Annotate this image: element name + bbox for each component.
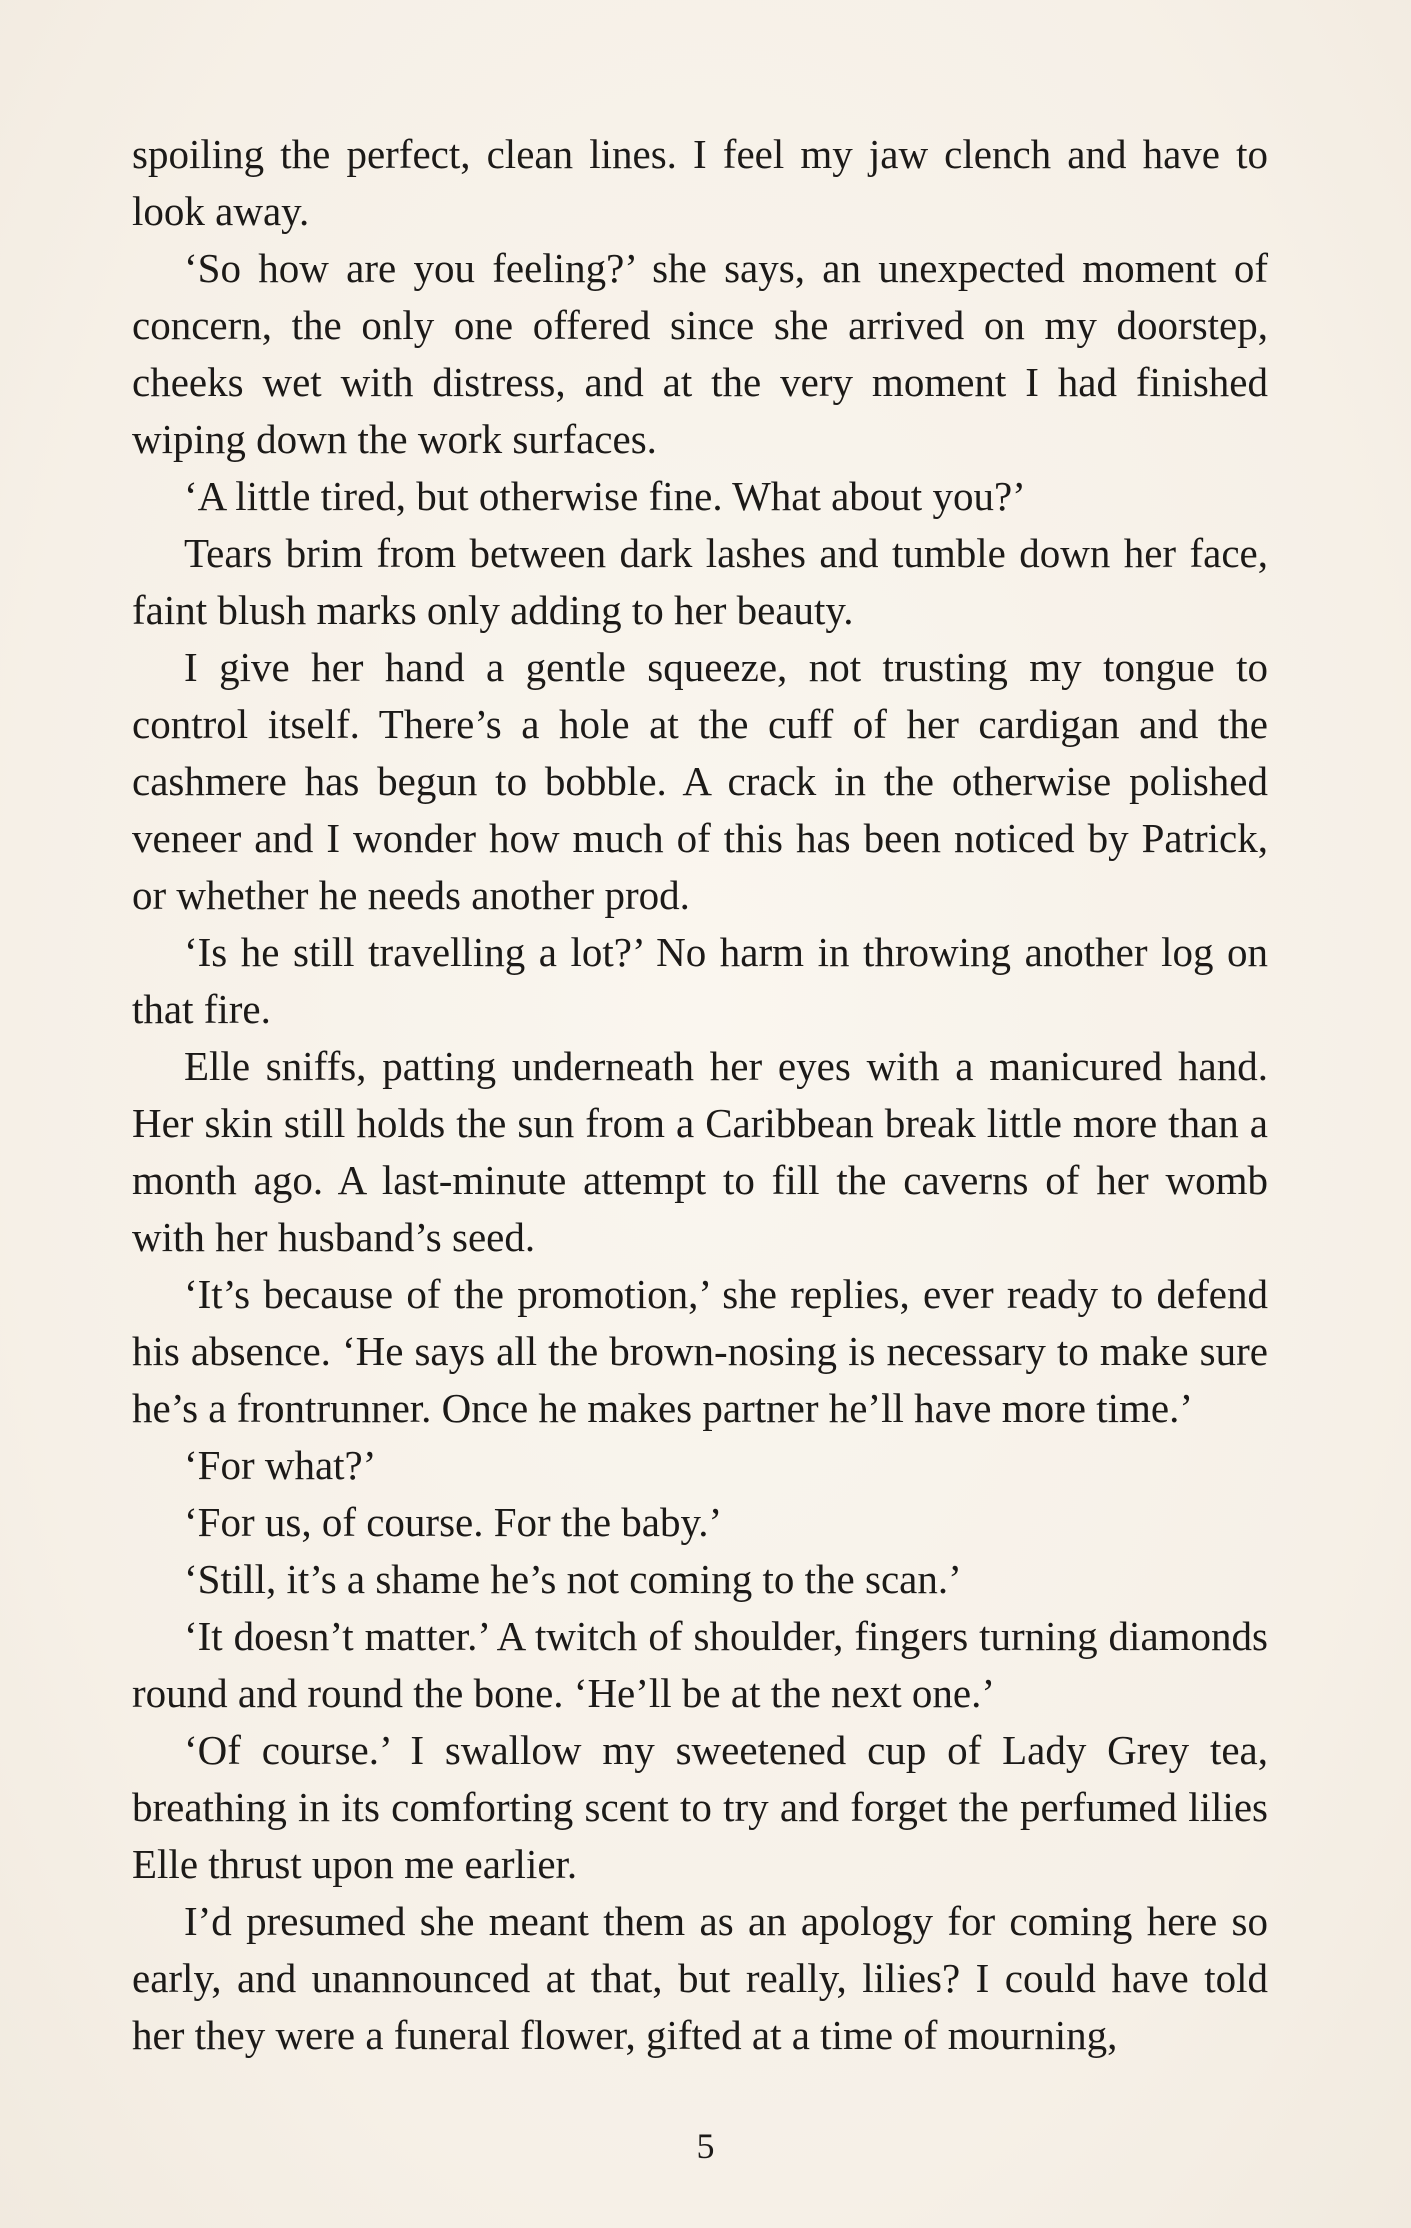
paragraph: ‘It doesn’t matter.’ A twitch of shoulder, fingers turning diamonds round and round the bone. ‘He’ll be at the next one.’ — [132, 1613, 1268, 1716]
paragraph: ‘A little tired, but otherwise fine. What about you?’ — [184, 473, 1026, 519]
paragraph: ‘For what?’ — [184, 1442, 377, 1488]
paragraph: ‘Is he still travelling a lot?’ No harm in throwing another log on that fire. — [132, 929, 1268, 1032]
paragraph: Elle sniffs, patting underneath her eyes with a manicured hand. Her skin still holds the sun from a Caribbean break little more than a month ago. A last-minute attempt to fill the caverns of her womb with her husband’s seed. — [132, 1043, 1268, 1260]
page-number: 5 — [696, 2126, 715, 2166]
paragraph: ‘It’s because of the promotion,’ she replies, ever ready to defend his absence. ‘He says all the brown-nosing is necessary to make sure he’s a frontrunner. Once he makes partner he’ll have more time.’ — [132, 1271, 1268, 1431]
paragraph: spoiling the perfect, clean lines. I feel my jaw clench and have to look away. — [132, 131, 1268, 234]
paragraph: ‘So how are you feeling?’ she says, an unexpected moment of concern, the only one offered since she arrived on my doorstep, cheeks wet with distress, and at the very moment I had finished wiping down the work surfaces. — [132, 245, 1268, 462]
paragraph: I’d presumed she meant them as an apology for coming here so early, and unannounced at that, but really, lilies? I could have told her they were a funeral flower, gifted at a time of mourning, — [132, 1898, 1268, 2058]
paragraph: I give her hand a gentle squeeze, not trusting my tongue to control itself. There’s a hole at the cuff of her cardigan and the cashmere has begun to bobble. A crack in the otherwise polished veneer and I wonder how much of this has been noticed by Patrick, or whether he needs another prod. — [132, 644, 1268, 918]
paragraph: ‘Still, it’s a shame he’s not coming to the scan.’ — [184, 1556, 962, 1602]
paragraph: Tears brim from between dark lashes and tumble down her face, faint blush marks only adding to her beauty. — [132, 530, 1268, 633]
paragraph: ‘For us, of course. For the baby.’ — [184, 1499, 723, 1545]
paragraph: ‘Of course.’ I swallow my sweetened cup of Lady Grey tea, breathing in its comforting scent to try and forget the perfumed lilies Elle thrust upon me earlier. — [132, 1727, 1268, 1887]
body-text — [132, 126, 1268, 2064]
